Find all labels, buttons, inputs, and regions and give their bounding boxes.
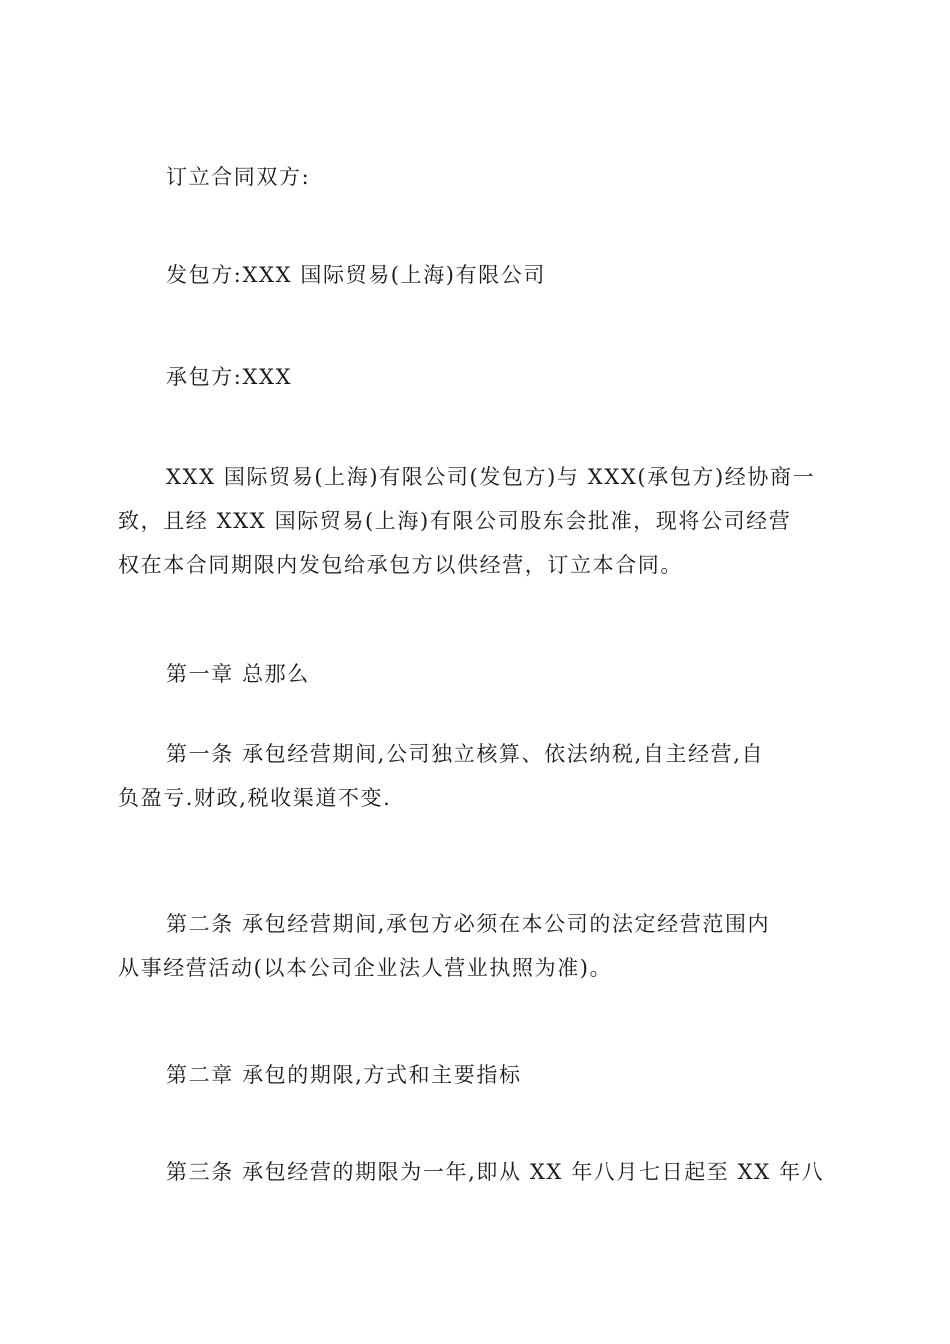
parties-heading: [118, 155, 834, 199]
preamble-paragraph: [118, 455, 834, 587]
employer-line: [118, 253, 834, 297]
text-line: 权在本合同期限内发包给承包方以供经营，订立本合同。: [118, 553, 683, 577]
text-line: XXX 国际贸易(上海)有限公司(发包方)与 XXX(承包方)经协商一: [166, 465, 816, 489]
text-line: 承包方:XXX: [166, 365, 293, 389]
text-line: 从事经营活动(以本公司企业法人营业执照为准)。: [118, 956, 613, 980]
text-line: 第二章 承包的期限,方式和主要指标: [166, 1063, 522, 1087]
text-line: 第一条 承包经营期间,公司独立核算、依法纳税,自主经营,自: [166, 742, 765, 766]
text-line: 发包方:XXX 国际贸易(上海)有限公司: [166, 263, 546, 287]
chapter-1-heading: [118, 652, 834, 696]
article-2-paragraph: [118, 902, 834, 990]
contractor-line: [118, 355, 834, 399]
chapter-2-heading: [118, 1053, 834, 1097]
text-line: 第三条 承包经营的期限为一年,即从 XX 年八月七日起至 XX 年八: [166, 1160, 825, 1184]
text-line: 订立合同双方:: [166, 165, 311, 189]
article-1-paragraph: [118, 732, 834, 820]
article-3-paragraph: [118, 1150, 834, 1194]
text-line: 第一章 总那么: [166, 662, 310, 686]
text-line: 致，且经 XXX 国际贸易(上海)有限公司股东会批准，现将公司经营: [118, 509, 792, 533]
text-line: 负盈亏.财政,税收渠道不变.: [118, 786, 392, 810]
text-line: 第二条 承包经营期间,承包方必须在本公司的法定经营范围内: [166, 912, 771, 936]
